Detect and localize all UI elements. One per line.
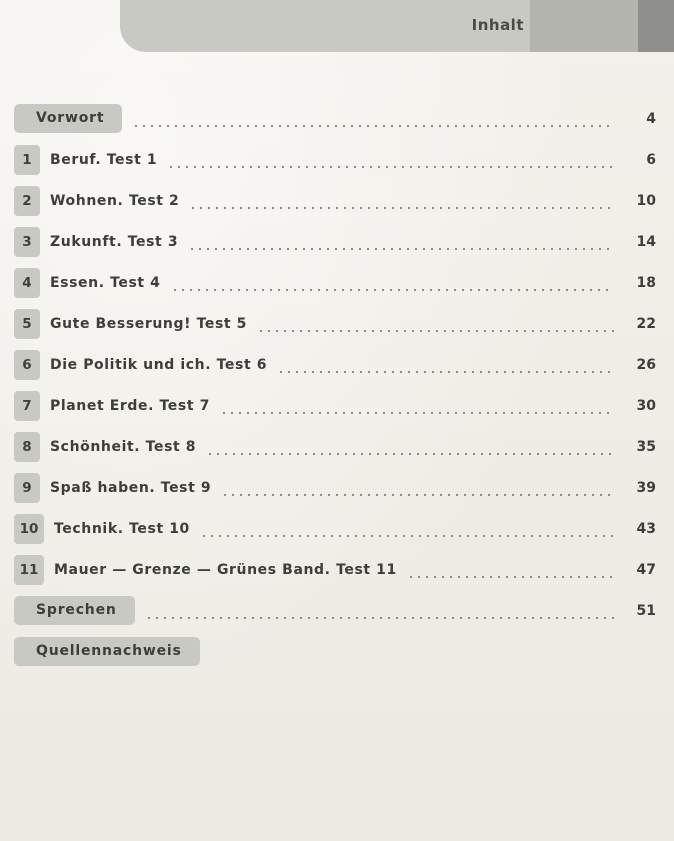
toc-leader-dots [220,403,614,417]
toc-entry-page-number: 18 [636,274,656,291]
toc-entry[interactable] [14,385,656,426]
toc-entry-number: 1 [14,145,40,175]
toc-entry-page-number: 6 [646,151,656,168]
page-title: Inhalt [471,16,524,34]
toc-entry[interactable] [14,508,656,549]
toc-leader-dots [171,280,614,294]
toc-entry-title: Spaß haben. Test 9 [50,479,212,496]
toc-entry-number: 7 [14,391,40,421]
toc-entry[interactable] [14,426,656,467]
toc-entry-page-number: 51 [636,602,656,619]
toc-entry[interactable] [14,590,656,631]
toc-entry-title: Schönheit. Test 8 [50,438,197,455]
toc-entry[interactable] [14,262,656,303]
toc-entry[interactable] [14,549,656,590]
toc-entry-title: Wohnen. Test 2 [50,192,180,209]
toc-entry-title: Beruf. Test 1 [50,151,158,168]
toc-entry-page-number: 43 [636,520,656,537]
toc-leader-dots [407,567,614,581]
toc-entry-number: 4 [14,268,40,298]
toc-entry-title: Vorwort [14,104,122,133]
toc-entry[interactable] [14,467,656,508]
toc-entry-title: Quellennachweis [14,637,200,666]
toc-entry-number: 9 [14,473,40,503]
toc-leader-dots [277,362,614,376]
header-band-mid [530,0,640,52]
toc-entry-title: Gute Besserung! Test 5 [50,315,247,332]
toc-entry-number: 8 [14,432,40,462]
toc-entry-page-number: 35 [636,438,656,455]
toc-entry[interactable] [14,98,656,139]
toc-entry-page-number: 39 [636,479,656,496]
toc-entry-page-number: 22 [636,315,656,332]
toc-leader-dots [221,485,614,499]
toc-entry-page-number: 26 [636,356,656,373]
toc-leader-dots [200,526,614,540]
toc-entry-page-number: 47 [636,561,656,578]
toc-entry[interactable] [14,344,656,385]
toc-entry-title: Essen. Test 4 [50,274,161,291]
toc-entry-number: 5 [14,309,40,339]
toc-entry-title: Mauer — Grenze — Grünes Band. Test 11 [54,561,397,578]
toc-entry[interactable] [14,221,656,262]
table-of-contents [14,98,656,672]
toc-entry-title: Die Politik und ich. Test 6 [50,356,268,373]
toc-entry-number: 10 [14,514,44,544]
toc-leader-dots [132,116,614,130]
toc-entry-title: Sprechen [14,596,135,625]
toc-leader-dots [206,444,614,458]
toc-entry[interactable] [14,303,656,344]
toc-leader-dots [189,198,614,212]
toc-leader-dots [188,239,614,253]
toc-leader-dots [145,608,614,622]
toc-entry-page-number: 14 [636,233,656,250]
toc-entry[interactable] [14,631,656,672]
toc-entry-page-number: 10 [636,192,656,209]
toc-entry-page-number: 4 [646,110,656,127]
toc-leader-dots [167,157,614,171]
page-header [120,0,674,52]
toc-entry-number: 3 [14,227,40,257]
header-band-dark [638,0,674,52]
toc-entry-number: 2 [14,186,40,216]
toc-entry-title: Zukunft. Test 3 [50,233,179,250]
toc-leader-dots [257,321,614,335]
toc-entry-title: Planet Erde. Test 7 [50,397,210,414]
toc-entry-number: 6 [14,350,40,380]
toc-entry-title: Technik. Test 10 [54,520,190,537]
toc-entry-number: 11 [14,555,44,585]
toc-entry[interactable] [14,139,656,180]
toc-entry-page-number: 30 [636,397,656,414]
toc-entry[interactable] [14,180,656,221]
